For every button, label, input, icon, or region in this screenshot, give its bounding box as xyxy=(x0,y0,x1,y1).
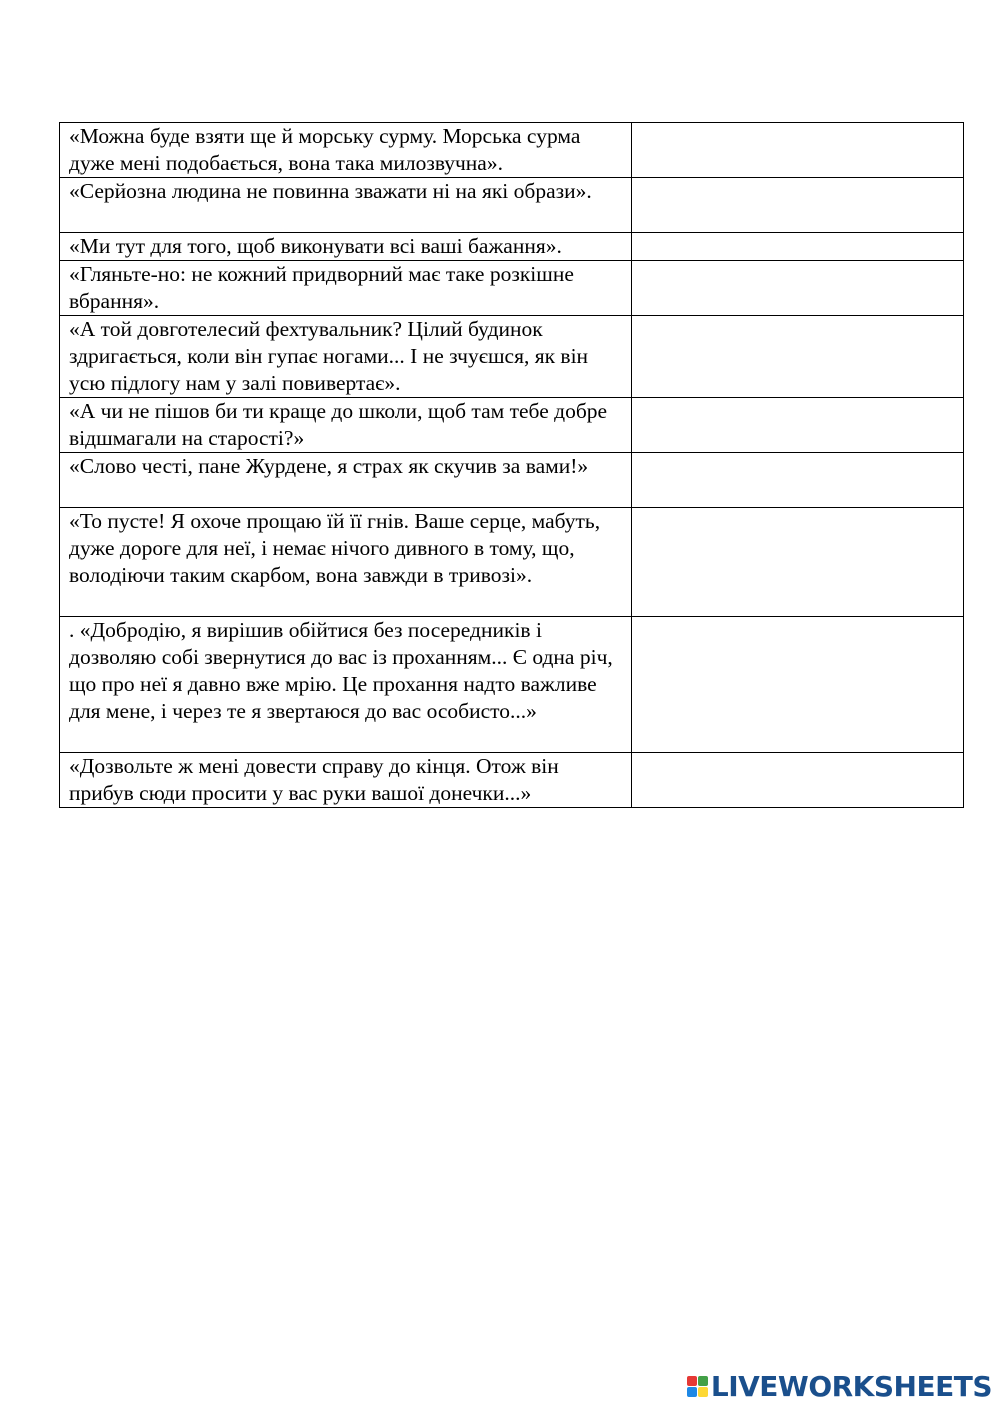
quote-cell: «А той довготелесий фехтувальник? Цілий будинок здригається, коли він гупає ногами... І не зчуєшся, як він усю підлогу нам у залі повивертає». xyxy=(60,316,632,398)
answer-cell[interactable] xyxy=(631,123,963,178)
answer-input[interactable] xyxy=(632,178,963,195)
table-row xyxy=(60,453,964,508)
quotes-table xyxy=(59,122,964,808)
answer-cell[interactable] xyxy=(631,753,963,808)
answer-input[interactable] xyxy=(632,753,963,770)
answer-input[interactable] xyxy=(632,508,963,525)
answer-cell[interactable] xyxy=(631,316,963,398)
answer-input[interactable] xyxy=(632,617,963,634)
liveworksheets-logo xyxy=(687,1370,992,1403)
table-row xyxy=(60,233,964,261)
table-row xyxy=(60,178,964,233)
answer-cell[interactable] xyxy=(631,261,963,316)
answer-input[interactable] xyxy=(632,233,963,250)
quote-cell: «Ми тут для того, щоб виконувати всі ваші бажання». xyxy=(60,233,632,261)
quote-cell: «Дозвольте ж мені довести справу до кінця. Отож він прибув сюди просити у вас руки вашої донечки...» xyxy=(60,753,632,808)
logo-tile-green xyxy=(698,1376,708,1386)
table-row xyxy=(60,508,964,617)
quote-cell: . «Добродію, я вирішив обійтися без посередників і дозволяю собі звернутися до вас із проханням... Є одна річ, що про неї я давно вже мрію. Це прохання надто важливе для мене, і через те я звертаюся до вас особисто...» xyxy=(60,617,632,753)
table-row xyxy=(60,753,964,808)
liveworksheets-logo-icon xyxy=(687,1376,708,1397)
answer-input[interactable] xyxy=(632,453,963,470)
quote-cell: «То пусте! Я охоче прощаю їй її гнів. Ваше серце, мабуть, дуже дороге для неї, і немає нічого дивного в тому, що, володіючи таким скарбом, вона завжди в тривозі». xyxy=(60,508,632,617)
answer-cell[interactable] xyxy=(631,453,963,508)
answer-input[interactable] xyxy=(632,123,963,140)
table-row xyxy=(60,398,964,453)
answer-input[interactable] xyxy=(632,316,963,333)
table-row xyxy=(60,316,964,398)
table-row xyxy=(60,123,964,178)
answer-input[interactable] xyxy=(632,398,963,415)
logo-text: LIVEWORKSHEETS xyxy=(710,1370,992,1403)
quote-cell: «А чи не пішов би ти краще до школи, щоб там тебе добре відшмагали на старості?» xyxy=(60,398,632,453)
answer-input[interactable] xyxy=(632,261,963,278)
answer-cell[interactable] xyxy=(631,178,963,233)
answer-cell[interactable] xyxy=(631,398,963,453)
quote-cell: «Можна буде взяти ще й морську сурму. Морська сурма дуже мені подобається, вона така милозвучна». xyxy=(60,123,632,178)
quote-cell: «Слово честі, пане Журдене, я страх як скучив за вами!» xyxy=(60,453,632,508)
table-row xyxy=(60,261,964,316)
logo-tile-yellow xyxy=(698,1387,708,1397)
answer-cell[interactable] xyxy=(631,508,963,617)
quote-cell: «Серйозна людина не повинна зважати ні на які образи». xyxy=(60,178,632,233)
answer-cell[interactable] xyxy=(631,617,963,753)
logo-tile-blue xyxy=(687,1387,697,1397)
quote-cell: «Гляньте-но: не кожний придворний має таке розкішне вбрання». xyxy=(60,261,632,316)
logo-tile-red xyxy=(687,1376,697,1386)
answer-cell[interactable] xyxy=(631,233,963,261)
table-row xyxy=(60,617,964,753)
